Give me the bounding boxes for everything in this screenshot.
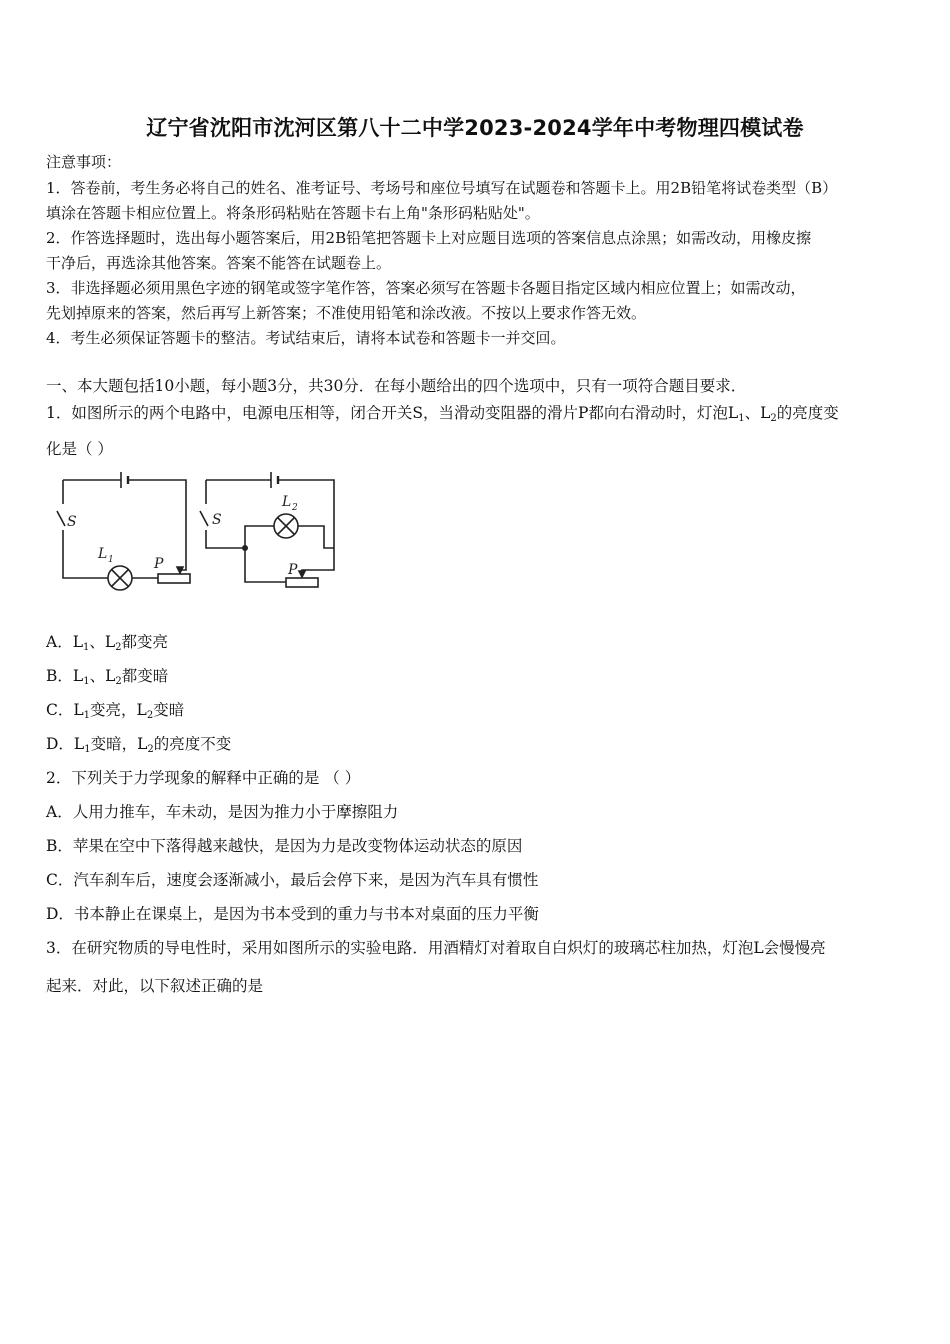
circuit-label: P <box>154 556 164 572</box>
q1-stem <box>46 403 839 429</box>
circuit-diagram <box>46 466 346 596</box>
option-text: 的亮度不变 <box>153 735 232 753</box>
notes-line: 2．作答选择题时，选出每小题答案后，用2B铅笔把答题卡上对应题目选项的答案信息点涂黑；如需改动，用橡皮擦 <box>46 229 812 247</box>
notes-line: 干净后，再选涂其他答案。答案不能答在试题卷上。 <box>46 254 392 272</box>
q1-stem-text: 的亮度变 <box>776 404 839 422</box>
option-sub: 1 <box>84 744 91 755</box>
q1-stem-line2: 化是（ ） <box>46 440 113 458</box>
q2-stem: 2．下列关于力学现象的解释中正确的是 （ ） <box>46 769 361 787</box>
option-sub: 1 <box>83 676 90 687</box>
q1-option-c[interactable] <box>46 700 184 726</box>
option-text: 变暗 <box>153 701 185 719</box>
notes-line: 3．非选择题必须用黑色字迹的钢笔或签字笔作答，答案必须写在答题卡各题目指定区域内相应位置上；如需改动， <box>46 279 806 297</box>
circuit-2 <box>200 472 334 587</box>
option-text: A．L <box>46 633 83 651</box>
q2-option-d[interactable]: D．书本静止在课桌上，是因为书本受到的重力与书本对桌面的压力平衡 <box>46 905 539 923</box>
option-sub: 2 <box>146 710 154 721</box>
q2-option-a[interactable]: A．人用力推车，车未动，是因为推力小于摩擦阻力 <box>46 803 399 821</box>
q1-option-a[interactable] <box>46 632 168 658</box>
page-title: 辽宁省沈阳市沈河区第八十二中学2023-2024学年中考物理四模试卷 <box>146 116 804 140</box>
q1-stem-text: 1．如图所示的两个电路中，电源电压相等，闭合开关S，当滑动变阻器的滑片P都向右滑动时，灯泡L <box>46 404 739 422</box>
q3-stem: 3．在研究物质的导电性时，采用如图所示的实验电路．用酒精灯对着取自白炽灯的玻璃芯柱加热，灯泡L会慢慢亮 <box>46 939 826 957</box>
circuit-label: L <box>98 546 108 562</box>
option-text: D．L <box>46 735 85 753</box>
circuit-label: 2 <box>292 503 298 513</box>
q1-stem-sub: 1 <box>738 413 745 424</box>
option-text: 、L <box>89 633 116 651</box>
notes-line: 填涂在答题卡相应位置上。将条形码粘贴在答题卡右上角"条形码粘贴处"。 <box>46 204 540 222</box>
option-text: 都变亮 <box>121 633 169 651</box>
circuit-label: P <box>288 562 298 578</box>
option-sub: 1 <box>83 710 91 721</box>
option-sub: 2 <box>115 642 122 653</box>
option-text: 都变暗 <box>121 667 169 685</box>
option-text: 变暗，L <box>90 735 148 753</box>
option-sub: 2 <box>147 744 154 755</box>
q2-option-b[interactable]: B．苹果在空中下落得越来越快，是因为力是改变物体运动状态的原因 <box>46 837 523 855</box>
q3-stem-line2: 起来．对此，以下叙述正确的是 <box>46 977 264 995</box>
option-text: C．L <box>46 701 84 719</box>
circuit-label: L <box>282 494 292 510</box>
circuit-label: S <box>212 512 222 528</box>
q1-stem-text: 、L <box>744 404 771 422</box>
rheostat-1 <box>158 574 190 583</box>
option-text: B．L <box>46 667 84 685</box>
notes-line: 4．考生必须保证答题卡的整洁。考试结束后，请将本试卷和答题卡一并交回。 <box>46 329 566 347</box>
circuit-label: S <box>67 514 77 530</box>
rheostat-2 <box>286 578 318 587</box>
switch-1 <box>57 511 65 526</box>
notes-line: 先划掉原来的答案，然后再写上新答案；不准使用铅笔和涂改液。不按以上要求作答无效。 <box>46 304 647 322</box>
switch-2 <box>200 511 208 526</box>
option-text: 、L <box>89 667 116 685</box>
q1-option-d[interactable] <box>46 734 231 760</box>
circuit-label: 1 <box>108 555 114 565</box>
q1-stem-sub: 2 <box>770 413 777 424</box>
option-sub: 2 <box>115 676 122 687</box>
section-heading: 一、本大题包括10小题，每小题3分，共30分．在每小题给出的四个选项中，只有一项符合题目要求． <box>46 377 747 395</box>
circuit-1 <box>57 472 190 590</box>
option-text: 变亮，L <box>90 701 147 719</box>
option-sub: 1 <box>83 642 90 653</box>
q2-option-c[interactable]: C．汽车刹车后，速度会逐渐减小，最后会停下来，是因为汽车具有惯性 <box>46 871 539 889</box>
q1-option-b[interactable] <box>46 666 168 692</box>
notes-line: 1．答卷前，考生务必将自己的姓名、准考证号、考场号和座位号填写在试题卷和答题卡上。用2B铅笔将试卷类型（B） <box>46 179 838 197</box>
notes-heading: 注意事项： <box>46 153 122 171</box>
